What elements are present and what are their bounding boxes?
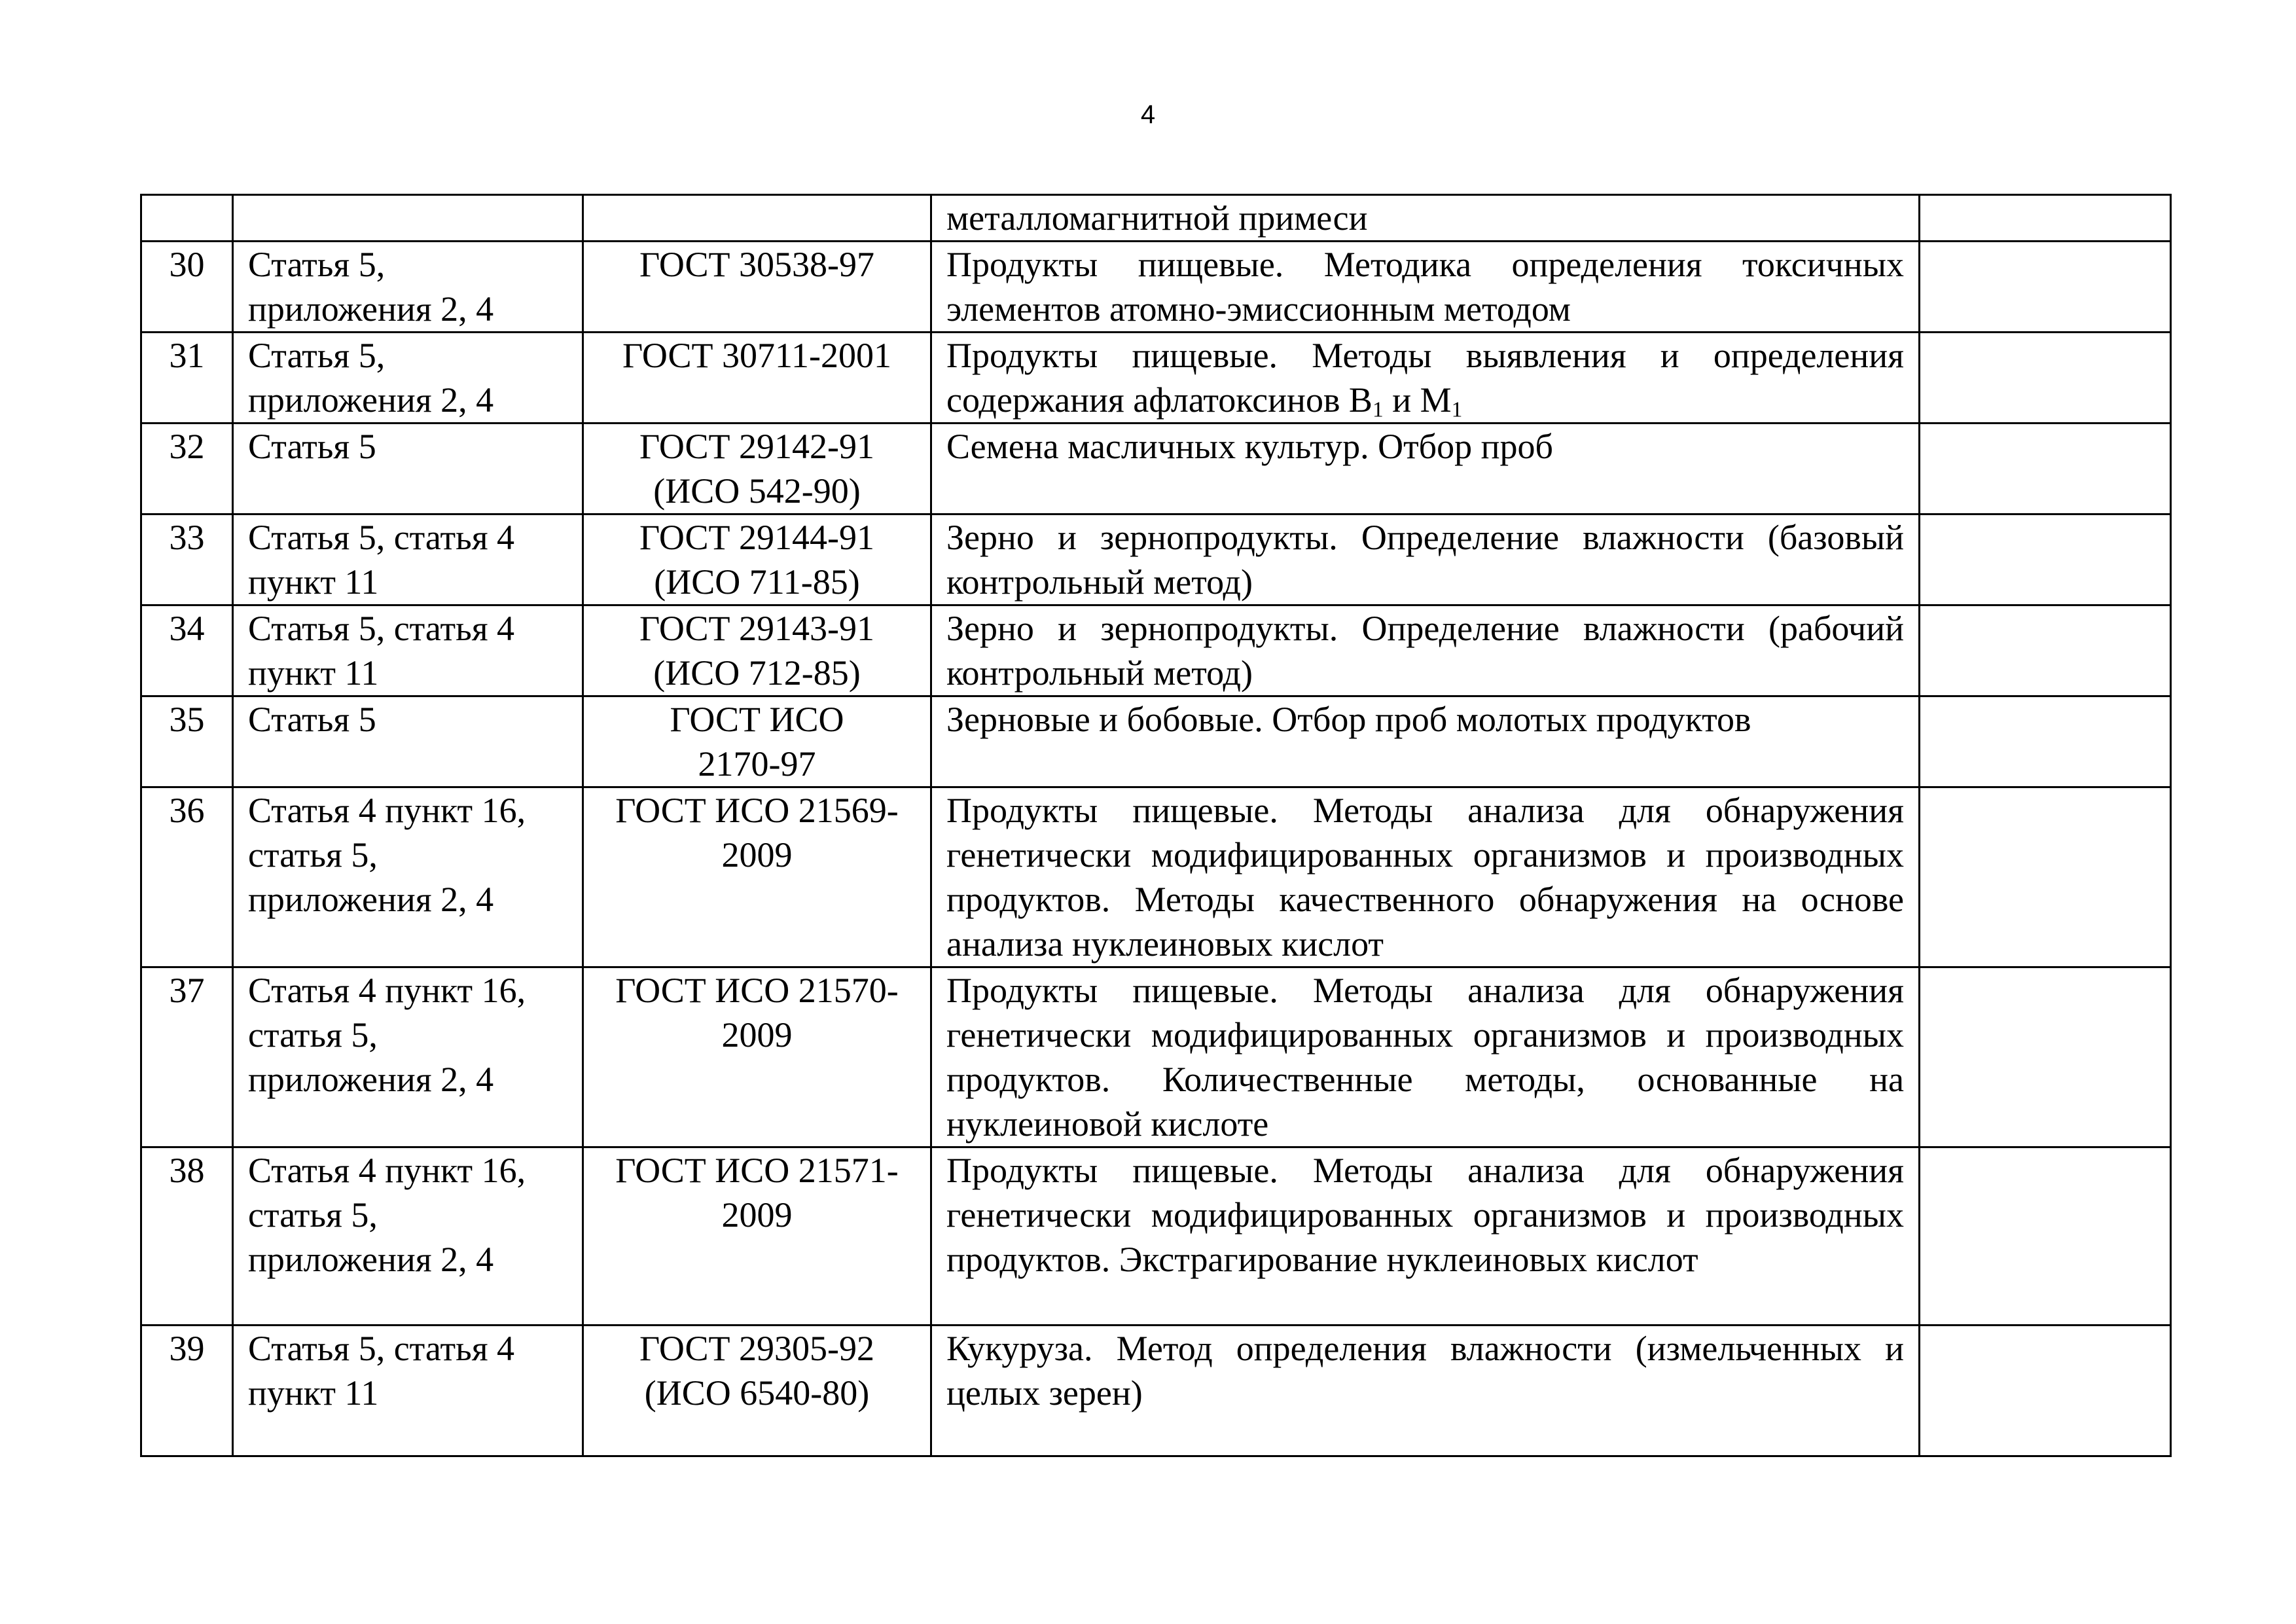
article-line: приложения 2, 4 xyxy=(248,880,494,919)
title-text: и M xyxy=(1383,380,1452,420)
article-line: Статья 5, статья 4 xyxy=(248,609,515,648)
cell-number: 32 xyxy=(141,424,233,514)
article-line: пункт 11 xyxy=(248,653,379,693)
cell-note xyxy=(1920,242,2171,333)
cell-number xyxy=(141,195,233,242)
cell-number: 38 xyxy=(141,1147,233,1326)
cell-article xyxy=(233,242,583,333)
table-row-continuation xyxy=(141,195,2171,242)
cell-title: Кукуруза. Метод определения влажности (измельченных и целых зерен) xyxy=(931,1326,1920,1456)
table-row xyxy=(141,1147,2171,1326)
cell-number: 30 xyxy=(141,242,233,333)
cell-note xyxy=(1920,605,2171,696)
cell-note xyxy=(1920,424,2171,514)
cell-article xyxy=(233,967,583,1147)
article-line: пункт 11 xyxy=(248,1373,379,1413)
cell-article xyxy=(233,1326,583,1456)
page-number: 4 xyxy=(1140,100,1156,129)
cell-article xyxy=(233,333,583,424)
article-line: Статья 4 пункт 16, xyxy=(248,791,526,830)
cell-standard xyxy=(583,333,931,424)
article-line: Статья 5, xyxy=(248,336,386,375)
cell-title: Зерно и зернопродукты. Определение влажности (базовый контрольный метод) xyxy=(931,514,1920,605)
standard-line: ГОСТ ИСО 21569- xyxy=(615,791,899,830)
standard-line: (ИСО 711-85) xyxy=(654,562,860,602)
standard-line: ГОСТ 29305-92 xyxy=(639,1329,874,1368)
table-row xyxy=(141,424,2171,514)
standard-line: ГОСТ ИСО 21570- xyxy=(615,971,899,1010)
standard-line: ГОСТ 29143-91 xyxy=(639,609,874,648)
standard-line: (ИСО 712-85) xyxy=(653,653,861,693)
standard-line: (ИСО 6540-80) xyxy=(644,1373,870,1413)
cell-title: Продукты пищевые. Методы анализа для обнаружения генетически модифицированных организмов и производных продуктов. Экстрагирование нуклеиновых кислот xyxy=(931,1147,1920,1326)
table-row xyxy=(141,514,2171,605)
cell-title: Продукты пищевые. Методы анализа для обнаружения генетически модифицированных организмов и производных продуктов. Количественные методы, основанные на нуклеиновой кислоте xyxy=(931,967,1920,1147)
table-row xyxy=(141,242,2171,333)
cell-title: Зерновые и бобовые. Отбор проб молотых продуктов xyxy=(931,696,1920,787)
standards-table xyxy=(140,194,2172,1457)
cell-article xyxy=(233,195,583,242)
cell-note xyxy=(1920,333,2171,424)
cell-note xyxy=(1920,696,2171,787)
cell-note xyxy=(1920,1147,2171,1326)
cell-standard xyxy=(583,787,931,967)
cell-note xyxy=(1920,787,2171,967)
cell-article xyxy=(233,696,583,787)
cell-article xyxy=(233,787,583,967)
article-line: статья 5, xyxy=(248,1015,378,1055)
article-line: Статья 4 пункт 16, xyxy=(248,971,526,1010)
cell-note xyxy=(1920,967,2171,1147)
standard-line: ГОСТ 29142-91 xyxy=(639,427,874,466)
cell-article xyxy=(233,514,583,605)
table-row xyxy=(141,1326,2171,1456)
cell-title: Продукты пищевые. Методы анализа для обнаружения генетически модифицированных организмов и производных продуктов. Методы качественного обнаружения на основе анализа нуклеиновых кислот xyxy=(931,787,1920,967)
cell-note xyxy=(1920,514,2171,605)
cell-number: 35 xyxy=(141,696,233,787)
cell-number: 33 xyxy=(141,514,233,605)
article-line: приложения 2, 4 xyxy=(248,380,494,420)
article-line: Статья 5, статья 4 xyxy=(248,1329,515,1368)
article-line: пункт 11 xyxy=(248,562,379,602)
table-row xyxy=(141,787,2171,967)
table-row xyxy=(141,605,2171,696)
standard-line: ГОСТ 30538-97 xyxy=(639,245,874,284)
cell-article xyxy=(233,424,583,514)
table-row xyxy=(141,333,2171,424)
standard-line: 2009 xyxy=(721,835,793,875)
title-subscript: 1 xyxy=(1451,397,1463,422)
table-row xyxy=(141,696,2171,787)
standard-line: ГОСТ 30711-2001 xyxy=(622,336,891,375)
cell-article xyxy=(233,605,583,696)
cell-standard xyxy=(583,424,931,514)
cell-title xyxy=(931,333,1920,424)
article-line: статья 5, xyxy=(248,1195,378,1235)
article-line: Статья 4 пункт 16, xyxy=(248,1151,526,1190)
cell-standard xyxy=(583,514,931,605)
article-line: приложения 2, 4 xyxy=(248,1240,494,1279)
article-line: Статья 5 xyxy=(248,427,376,466)
title-subscript: 1 xyxy=(1372,397,1384,422)
cell-standard xyxy=(583,967,931,1147)
article-line: Статья 5 xyxy=(248,700,376,739)
standard-line: 2170-97 xyxy=(698,744,816,784)
table-row xyxy=(141,967,2171,1147)
cell-number: 37 xyxy=(141,967,233,1147)
cell-standard xyxy=(583,696,931,787)
standard-line: ГОСТ ИСО xyxy=(670,700,844,739)
cell-note xyxy=(1920,195,2171,242)
article-line: статья 5, xyxy=(248,835,378,875)
cell-title: Зерно и зернопродукты. Определение влажности (рабочий контрольный метод) xyxy=(931,605,1920,696)
standard-line: (ИСО 542-90) xyxy=(653,471,861,511)
article-line: Статья 5, статья 4 xyxy=(248,518,515,557)
cell-title: металломагнитной примеси xyxy=(931,195,1920,242)
cell-number: 36 xyxy=(141,787,233,967)
article-line: Статья 5, xyxy=(248,245,386,284)
standard-line: ГОСТ 29144-91 xyxy=(639,518,874,557)
cell-title: Семена масличных культур. Отбор проб xyxy=(931,424,1920,514)
cell-article xyxy=(233,1147,583,1326)
cell-standard xyxy=(583,1147,931,1326)
standard-line: ГОСТ ИСО 21571- xyxy=(615,1151,899,1190)
cell-standard xyxy=(583,1326,931,1456)
cell-note xyxy=(1920,1326,2171,1456)
cell-number: 39 xyxy=(141,1326,233,1456)
standard-line: 2009 xyxy=(721,1195,793,1235)
cell-number: 31 xyxy=(141,333,233,424)
cell-standard xyxy=(583,605,931,696)
cell-number: 34 xyxy=(141,605,233,696)
title-text: Продукты пищевые. Методы выявления и определения содержания афлатоксинов B xyxy=(946,336,1904,420)
article-line: приложения 2, 4 xyxy=(248,1060,494,1099)
cell-standard xyxy=(583,195,931,242)
cell-standard xyxy=(583,242,931,333)
standard-line: 2009 xyxy=(721,1015,793,1055)
cell-title: Продукты пищевые. Методика определения токсичных элементов атомно-эмиссионным методом xyxy=(931,242,1920,333)
article-line: приложения 2, 4 xyxy=(248,289,494,329)
